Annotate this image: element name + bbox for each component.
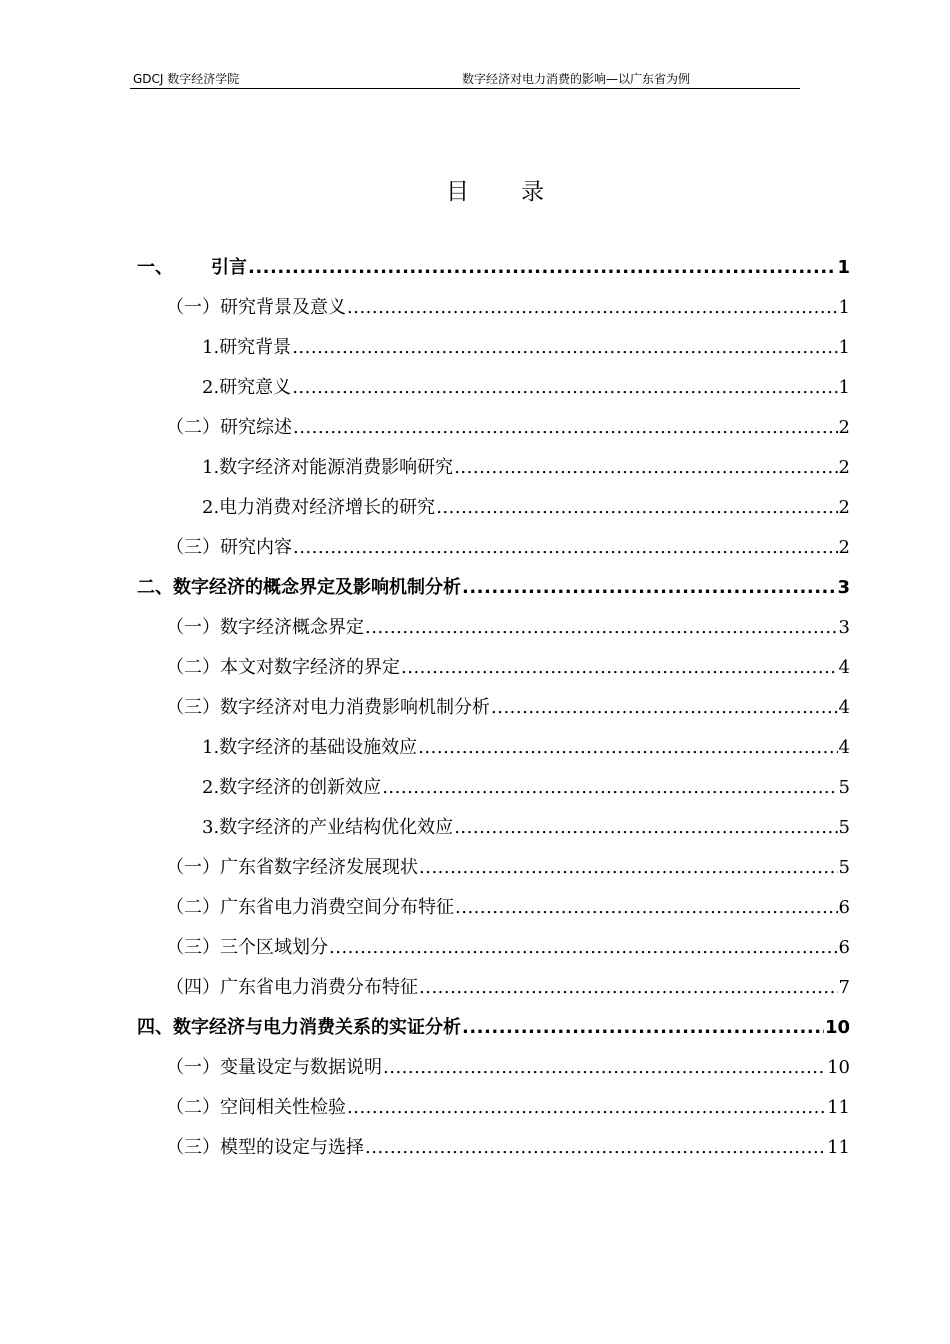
toc-leader-dots bbox=[292, 368, 837, 408]
toc-entry-label: （二）研究综述 bbox=[166, 417, 292, 438]
header-right-text: 数字经济对电力消费的影响—以广东省为例 bbox=[462, 72, 691, 86]
toc-leader-dots bbox=[454, 448, 837, 488]
toc-entry-label: 二、数字经济的概念界定及影响机制分析 bbox=[137, 577, 461, 598]
toc-title-char-2: 录 bbox=[521, 179, 544, 205]
toc-leader-dots bbox=[454, 808, 837, 848]
toc-entry-label: （三）模型的设定与选择 bbox=[166, 1137, 364, 1158]
toc-page-number: 2 bbox=[838, 457, 850, 478]
toc-page-number: 11 bbox=[827, 1097, 850, 1118]
toc-entry-label: （三）数字经济对电力消费影响机制分析 bbox=[166, 697, 490, 718]
toc-page-number: 11 bbox=[827, 1137, 850, 1158]
toc-leader-dots bbox=[382, 768, 837, 808]
toc-leader-dots bbox=[365, 608, 838, 648]
toc-entry[interactable] bbox=[137, 568, 850, 608]
toc-leader-dots bbox=[462, 1008, 824, 1048]
toc-leader-dots bbox=[293, 528, 838, 568]
toc-entry-label: 1.研究背景 bbox=[202, 337, 292, 358]
toc-page-number: 10 bbox=[824, 1017, 850, 1038]
toc-leader-dots bbox=[418, 728, 837, 768]
toc-leader-dots bbox=[365, 1128, 826, 1168]
toc-page-number: 3 bbox=[837, 577, 850, 598]
toc-entry-label: （三）研究内容 bbox=[166, 537, 292, 558]
toc-page-number: 2 bbox=[838, 497, 850, 518]
toc-entry[interactable] bbox=[202, 808, 850, 848]
toc-leader-dots bbox=[436, 488, 837, 528]
toc-page-number: 3 bbox=[838, 617, 850, 638]
toc-entry[interactable] bbox=[166, 888, 850, 928]
toc-leader-dots bbox=[248, 248, 836, 288]
toc-entry[interactable] bbox=[202, 728, 850, 768]
toc-leader-dots bbox=[347, 1088, 826, 1128]
toc-leader-dots bbox=[329, 928, 838, 968]
toc-leader-dots bbox=[462, 568, 836, 608]
toc-page-number: 6 bbox=[838, 937, 850, 958]
toc-page-number: 5 bbox=[838, 777, 850, 798]
toc-entry-label: 2.数字经济的创新效应 bbox=[202, 777, 382, 798]
header-left-text: GDCJ 数字经济学院 bbox=[133, 72, 240, 86]
toc-page-number: 4 bbox=[838, 657, 850, 678]
toc-entry-label: 2.研究意义 bbox=[202, 377, 292, 398]
page-header bbox=[130, 69, 800, 89]
toc-entry[interactable] bbox=[202, 368, 850, 408]
toc-entry-label: （二）空间相关性检验 bbox=[166, 1097, 346, 1118]
toc-leader-dots bbox=[419, 968, 838, 1008]
toc-page-number: 5 bbox=[838, 817, 850, 838]
toc-entry-label: （一）广东省数字经济发展现状 bbox=[166, 857, 418, 878]
toc-page-number: 6 bbox=[838, 897, 850, 918]
toc-leader-dots bbox=[383, 1048, 826, 1088]
toc-entry-label: 3.数字经济的产业结构优化效应 bbox=[202, 817, 454, 838]
toc-entry-title: 引言 bbox=[211, 257, 247, 278]
toc-page-number: 2 bbox=[838, 537, 850, 558]
toc-title bbox=[0, 173, 950, 206]
toc-entry-label: 1.数字经济对能源消费影响研究 bbox=[202, 457, 454, 478]
toc-entry[interactable] bbox=[166, 928, 850, 968]
toc-page-number: 10 bbox=[827, 1057, 850, 1078]
toc-entry-label: （一）变量设定与数据说明 bbox=[166, 1057, 382, 1078]
toc-entry-label: （一）研究背景及意义 bbox=[166, 297, 346, 318]
toc-entry[interactable] bbox=[166, 648, 850, 688]
toc-page-number: 1 bbox=[837, 257, 850, 278]
toc-entry[interactable] bbox=[166, 848, 850, 888]
toc-leader-dots bbox=[292, 328, 837, 368]
toc-entry[interactable] bbox=[166, 288, 850, 328]
toc-entry[interactable] bbox=[166, 1088, 850, 1128]
toc-entry-label: （一）数字经济概念界定 bbox=[166, 617, 364, 638]
toc-entry-label: 四、数字经济与电力消费关系的实证分析 bbox=[137, 1017, 461, 1038]
toc-page-number: 1 bbox=[838, 377, 850, 398]
toc-page-number: 4 bbox=[838, 737, 850, 758]
toc-entry[interactable] bbox=[166, 1128, 850, 1168]
toc-entry[interactable] bbox=[166, 688, 850, 728]
toc-entry-label: （二）本文对数字经济的界定 bbox=[166, 657, 400, 678]
toc-entry[interactable] bbox=[202, 488, 850, 528]
toc-page-number: 2 bbox=[838, 417, 850, 438]
toc-entry[interactable] bbox=[166, 968, 850, 1008]
toc-leader-dots bbox=[491, 688, 838, 728]
toc-entry-label: 1.数字经济的基础设施效应 bbox=[202, 737, 418, 758]
toc-entry[interactable] bbox=[202, 448, 850, 488]
toc-entry[interactable] bbox=[166, 608, 850, 648]
toc-entry[interactable] bbox=[137, 1008, 850, 1048]
toc-entry[interactable] bbox=[202, 768, 850, 808]
toc-entry-label: 2.电力消费对经济增长的研究 bbox=[202, 497, 436, 518]
toc-entry-label: （二）广东省电力消费空间分布特征 bbox=[166, 897, 454, 918]
toc-leader-dots bbox=[293, 408, 838, 448]
toc-page-number: 1 bbox=[838, 337, 850, 358]
toc-title-char-1: 目 bbox=[446, 179, 469, 205]
toc-page-number: 1 bbox=[838, 297, 850, 318]
toc-leader-dots bbox=[401, 648, 838, 688]
toc-page-number: 4 bbox=[838, 697, 850, 718]
toc-entry-number: 一、 bbox=[137, 257, 173, 278]
toc-entry-label: （三）三个区域划分 bbox=[166, 937, 328, 958]
toc-page-number: 7 bbox=[838, 977, 850, 998]
toc-entry-label bbox=[137, 248, 247, 288]
toc-page-number: 5 bbox=[838, 857, 850, 878]
toc-leader-dots bbox=[419, 848, 838, 888]
toc-leader-dots bbox=[347, 288, 838, 328]
toc-entry[interactable] bbox=[202, 328, 850, 368]
toc-entry[interactable] bbox=[166, 1048, 850, 1088]
toc-entry-label: （四）广东省电力消费分布特征 bbox=[166, 977, 418, 998]
toc-entry[interactable] bbox=[137, 248, 850, 288]
toc-entry[interactable] bbox=[166, 408, 850, 448]
toc-leader-dots bbox=[455, 888, 838, 928]
toc-entry[interactable] bbox=[166, 528, 850, 568]
